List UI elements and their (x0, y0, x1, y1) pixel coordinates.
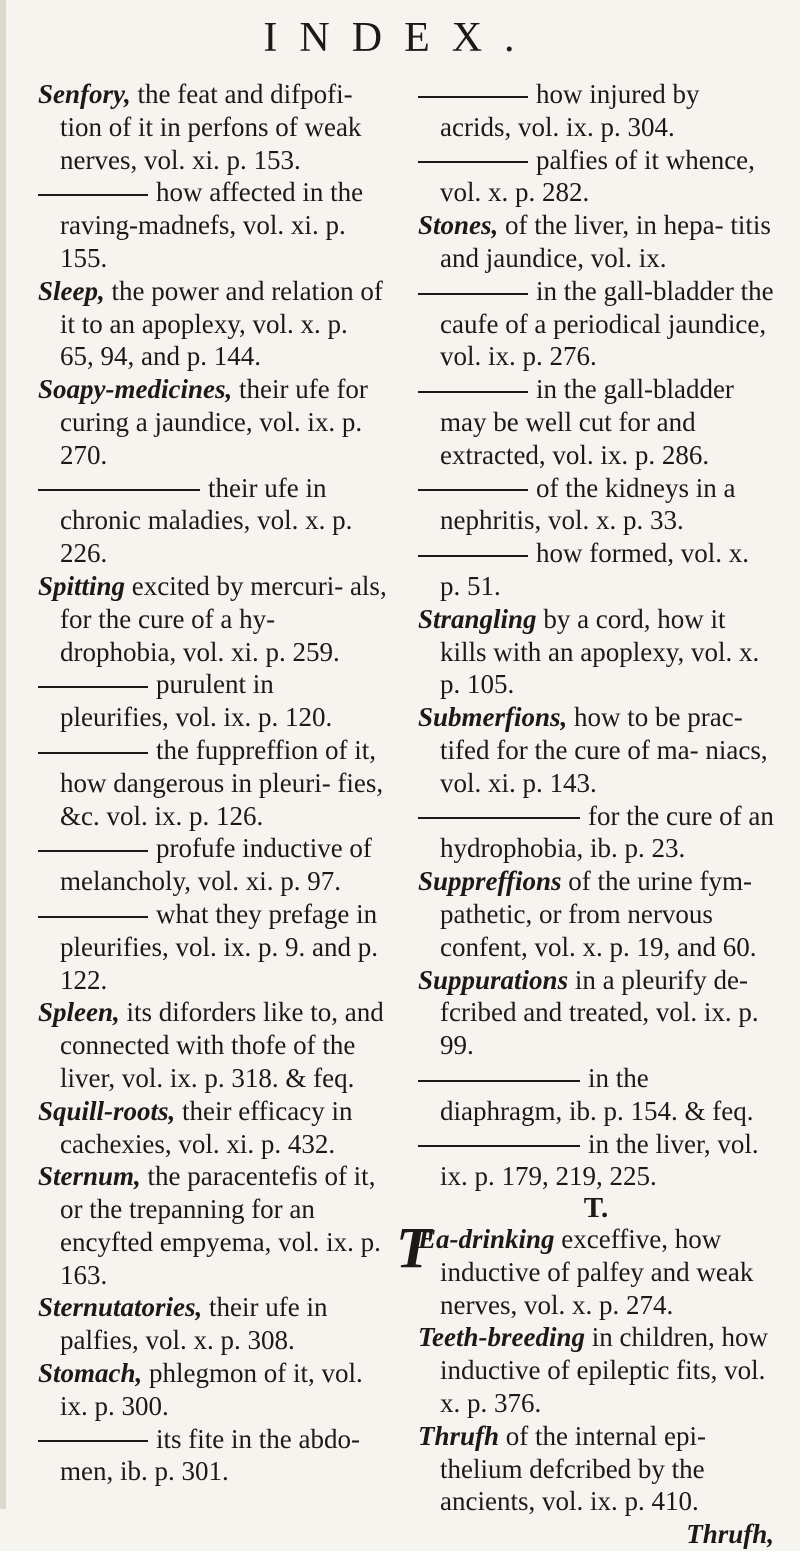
entry-text: phlegmon of it, vol. ix. p. 300. (60, 1358, 363, 1421)
entry-text: how to be prac- tifed for the cure of ma- niacs, vol. xi. p. 143. (440, 702, 768, 798)
ditto-dash (38, 916, 148, 918)
index-entry (38, 176, 388, 274)
index-entry (418, 144, 774, 210)
entry-text: its diforders like to, and connected with thofe of the liver, vol. ix. p. 318. & feq. (60, 997, 384, 1093)
index-entry (38, 570, 388, 668)
index-entry (38, 898, 388, 996)
ditto-dash (38, 752, 148, 754)
index-entry (38, 472, 388, 570)
index-entry (38, 832, 388, 898)
ditto-dash (38, 194, 148, 196)
ditto-dash (418, 489, 528, 491)
index-entry (38, 1160, 388, 1291)
entry-text: purulent in pleurifies, vol. ix. p. 120. (60, 669, 333, 733)
ditto-dash (38, 850, 148, 852)
entry-text: their ufe in chronic maladies, vol. x. p. 226. (60, 472, 353, 569)
index-entry (418, 275, 774, 373)
entry-headword: Stomach, (38, 1358, 143, 1389)
index-entry (38, 1423, 388, 1489)
index-entry (38, 275, 388, 373)
entry-text: the fuppreffion of it, how dangerous in pleuri- fies, &c. vol. ix. p. 126. (60, 734, 384, 831)
index-entry (418, 537, 774, 603)
entry-text: the paracentefis of it, or the trepanning for an encyfted empyema, vol. ix. p. 163. (60, 1161, 381, 1290)
entry-text: of the internal epi- thelium defcribed by the ancients, vol. ix. p. 410. (440, 1420, 706, 1517)
entry-headword: Sternum, (38, 1161, 141, 1192)
index-entry (418, 1128, 774, 1194)
entry-text: palfies of it whence, vol. x. p. 282. (440, 144, 755, 208)
left-column (38, 78, 388, 1488)
index-entry (418, 1321, 774, 1419)
page-edge (0, 0, 6, 1509)
index-entry (418, 603, 774, 701)
index-entry (418, 373, 774, 471)
entry-text: what they prefage in pleurifies, vol. ix. p. 9. and p. 122. (60, 898, 378, 995)
entry-text: their ufe in palfies, vol. x. p. 308. (60, 1292, 328, 1356)
entry-headword: Senfory, (38, 79, 131, 109)
entry-text: of the liver, in hepa- titis and jaundice, vol. ix. (440, 210, 771, 273)
index-entry (418, 209, 774, 275)
index-entry (38, 1291, 388, 1357)
entry-headword: Stones, (418, 210, 499, 241)
ditto-dash (418, 1080, 580, 1082)
entry-headword: Sleep, (38, 275, 105, 306)
index-entry (396, 1215, 774, 1321)
ditto-dash (418, 1145, 580, 1147)
entry-text: in the gall-bladder the caufe of a periodical jaundice, vol. ix. p. 276. (440, 275, 774, 372)
entry-text: the power and relation of it to an apoplexy, vol. x. p. 65, 94, and p. 144. (60, 275, 383, 372)
ditto-dash (38, 489, 200, 491)
entry-headword: Squill-roots, (38, 1095, 176, 1126)
index-entry (418, 964, 774, 1062)
ditto-dash (38, 686, 148, 688)
entry-text: their ufe for curing a jaundice, vol. ix. p. 270. (60, 374, 368, 470)
entry-text: its fite in the abdo- men, ib. p. 301. (60, 1423, 360, 1487)
right-column (396, 78, 774, 1551)
index-entry (418, 1062, 774, 1128)
entry-headword: Thrufh (418, 1420, 500, 1451)
entry-text: how formed, vol. x. p. 51. (440, 538, 749, 601)
entry-headword: Spleen, (38, 997, 120, 1028)
entry-text: of the kidneys in a nephritis, vol. x. p. 33. (440, 472, 736, 536)
ditto-dash (418, 555, 528, 557)
entry-headword: Ea-drinking (418, 1224, 555, 1255)
index-entry (418, 701, 774, 799)
index-entry (38, 668, 388, 734)
index-entry (38, 78, 388, 176)
index-entry (38, 734, 388, 832)
index-entry (418, 865, 774, 963)
entry-text: in the gall-bladder may be well cut for and extracted, vol. ix. p. 286. (440, 374, 734, 470)
entry-text: the feat and difpofi- tion of it in perfons of weak nerves, vol. xi. p. 153. (60, 79, 362, 175)
ditto-dash (418, 96, 528, 98)
catchword: Thrufh, (686, 1519, 774, 1550)
entry-headword: Suppurations (418, 964, 569, 995)
index-entry (418, 78, 774, 144)
entry-text: in a pleurify de- fcribed and treated, vol. ix. p. 99. (440, 964, 759, 1061)
ditto-dash (418, 817, 580, 819)
drop-cap: T (396, 1215, 432, 1281)
index-entry (38, 1357, 388, 1423)
entry-headword: Submerfions, (418, 702, 568, 733)
entry-text: how injured by acrids, vol. ix. p. 304. (440, 79, 700, 142)
ditto-dash (38, 1440, 148, 1442)
entry-text: how affected in the raving-madnefs, vol. xi. p. 155. (60, 177, 364, 273)
entry-headword: Suppreffions (418, 866, 562, 897)
entry-text: of the urine fym- pathetic, or from nervous confent, vol. x. p. 19, and 60. (440, 866, 757, 962)
entry-text: profufe inductive of melancholy, vol. xi. p. 97. (60, 833, 372, 897)
index-entry (38, 1095, 388, 1161)
entry-text: in the liver, vol. ix. p. 179, 219, 225. (440, 1128, 759, 1192)
entry-headword: Teeth-breeding (418, 1322, 585, 1353)
page-header: INDEX. (263, 15, 537, 61)
ditto-dash (418, 293, 528, 295)
entry-text: exceffive, how inductive of palfey and weak nerves, vol. x. p. 274. (440, 1224, 754, 1320)
index-entry (418, 472, 774, 538)
index-entry (38, 373, 388, 471)
entry-headword: Spitting (38, 570, 126, 601)
entry-text: by a cord, how it kills with an apoplexy, vol. x. p. 105. (440, 603, 760, 700)
entry-text: their efficacy in cachexies, vol. xi. p. 432. (60, 1095, 353, 1159)
entry-headword: Soapy-medicines, (38, 374, 233, 405)
entry-text: excited by mercuri- als, for the cure of a hy- drophobia, vol. xi. p. 259. (60, 570, 387, 667)
index-entry (418, 1420, 774, 1518)
entry-text: in children, how inductive of epileptic fits, vol. x. p. 376. (440, 1322, 768, 1419)
entry-text: for the cure of an hydrophobia, ib. p. 23. (440, 800, 774, 864)
index-entry (38, 996, 388, 1094)
entry-headword: Strangling (418, 603, 537, 634)
section-letter: T. (583, 1192, 609, 1225)
ditto-dash (418, 161, 528, 163)
entry-text: in the diaphragm, ib. p. 154. & feq. (440, 1062, 754, 1126)
ditto-dash (418, 391, 528, 393)
index-entry (418, 800, 774, 866)
entry-headword: Sternutatories, (38, 1292, 203, 1323)
